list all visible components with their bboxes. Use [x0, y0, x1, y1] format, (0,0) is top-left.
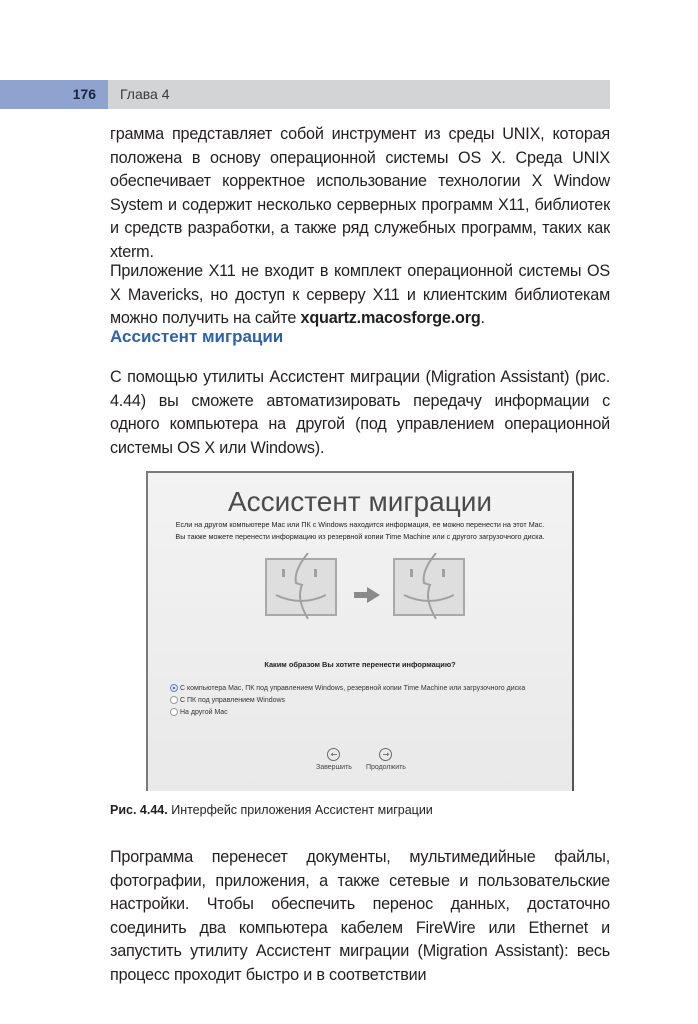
paragraph-4: Программа перенесет документы, мультимедийные файлы, фотографии, приложения, а также сетевые и пользовательские настройки. Чтобы обеспечить перенос данных, достаточно соединить два компьютера кабелем FireWire или Ethernet и запустить утилиту Ассистент миграции (Migration Assistant): весь процесс проходит быстро и в соответствии: [110, 848, 610, 984]
section-heading: Ассистент миграции: [110, 327, 284, 346]
app-title: Ассистент миграции: [227, 486, 493, 517]
figure-number: Рис. 4.44.: [110, 803, 168, 817]
option-label: С компьютера Mac, ПК под управлением Windows, резервной копии Time Machine или загрузочного диска: [180, 684, 526, 692]
description-line-1: Если на другом компьютере Mac или ПК с Windows находится информация, ее можно перенести на этот Mac.: [175, 520, 545, 529]
continue-button[interactable]: [366, 748, 406, 771]
option-from-mac-pc-timemachine[interactable]: [170, 682, 525, 694]
figure-caption: [110, 803, 433, 817]
finish-label: Завершить: [316, 764, 352, 771]
arrow-left-icon: ←: [327, 748, 340, 761]
option-from-windows-pc[interactable]: [170, 694, 525, 706]
option-label: На другой Mac: [180, 708, 228, 716]
option-label: С ПК под управлением Windows: [180, 696, 286, 704]
description-line-2: Вы также можете перенести информацию из резервной копии Time Machine или с другого загрузочного диска.: [175, 532, 545, 541]
paragraph-2-end: .: [480, 309, 485, 327]
chapter-title: Глава 4: [120, 86, 170, 102]
transfer-options: [170, 682, 525, 718]
finder-icon: [264, 553, 338, 619]
finder-icon: [392, 553, 466, 619]
radio-unselected[interactable]: [170, 708, 178, 716]
paragraph-2-text: Приложение X11 не входит в комплект операционной системы OS X Mavericks, но доступ к серверу X11 и клиентским библиотекам можно получить на сайте: [110, 262, 610, 327]
migration-assistant-screenshot: [146, 471, 574, 791]
radio-selected[interactable]: [170, 684, 178, 692]
transfer-question: Каким образом Вы хотите перенести информацию?: [264, 660, 456, 669]
page-number-tab: [0, 80, 108, 109]
finish-button[interactable]: [316, 748, 352, 771]
continue-label: Продолжить: [365, 764, 406, 771]
option-to-another-mac[interactable]: [170, 706, 525, 718]
app-description: [154, 519, 566, 543]
paragraph-3: С помощью утилиты Ассистент миграции (Migration Assistant) (рис. 4.44) вы сможете автоматизировать передачу информации с одного компьютера на другой (под управлением операционной системы OS X или Windows).: [110, 368, 610, 457]
arrow-right-circle-icon: →: [379, 748, 392, 761]
chapter-bar: [108, 80, 610, 109]
paragraph-2: [110, 260, 610, 331]
figure-caption-text: Интерфейс приложения Ассистент миграции: [167, 803, 433, 817]
navigation-buttons: [316, 748, 406, 771]
paragraph-1: грамма представляет собой инструмент из среды UNIX, которая положена в основу операционной системы OS X. Среда UNIX обеспечивает корректное использование технологии X Window System и содержит несколько серверных программ X11, библиотек и средств разработки, а также ряд служебных программ, таких как xterm.: [110, 125, 610, 261]
xquartz-link[interactable]: xquartz.macosforge.org: [300, 309, 481, 327]
radio-unselected[interactable]: [170, 696, 178, 704]
arrow-right-icon: [354, 587, 380, 603]
page-number: 176: [72, 86, 96, 102]
